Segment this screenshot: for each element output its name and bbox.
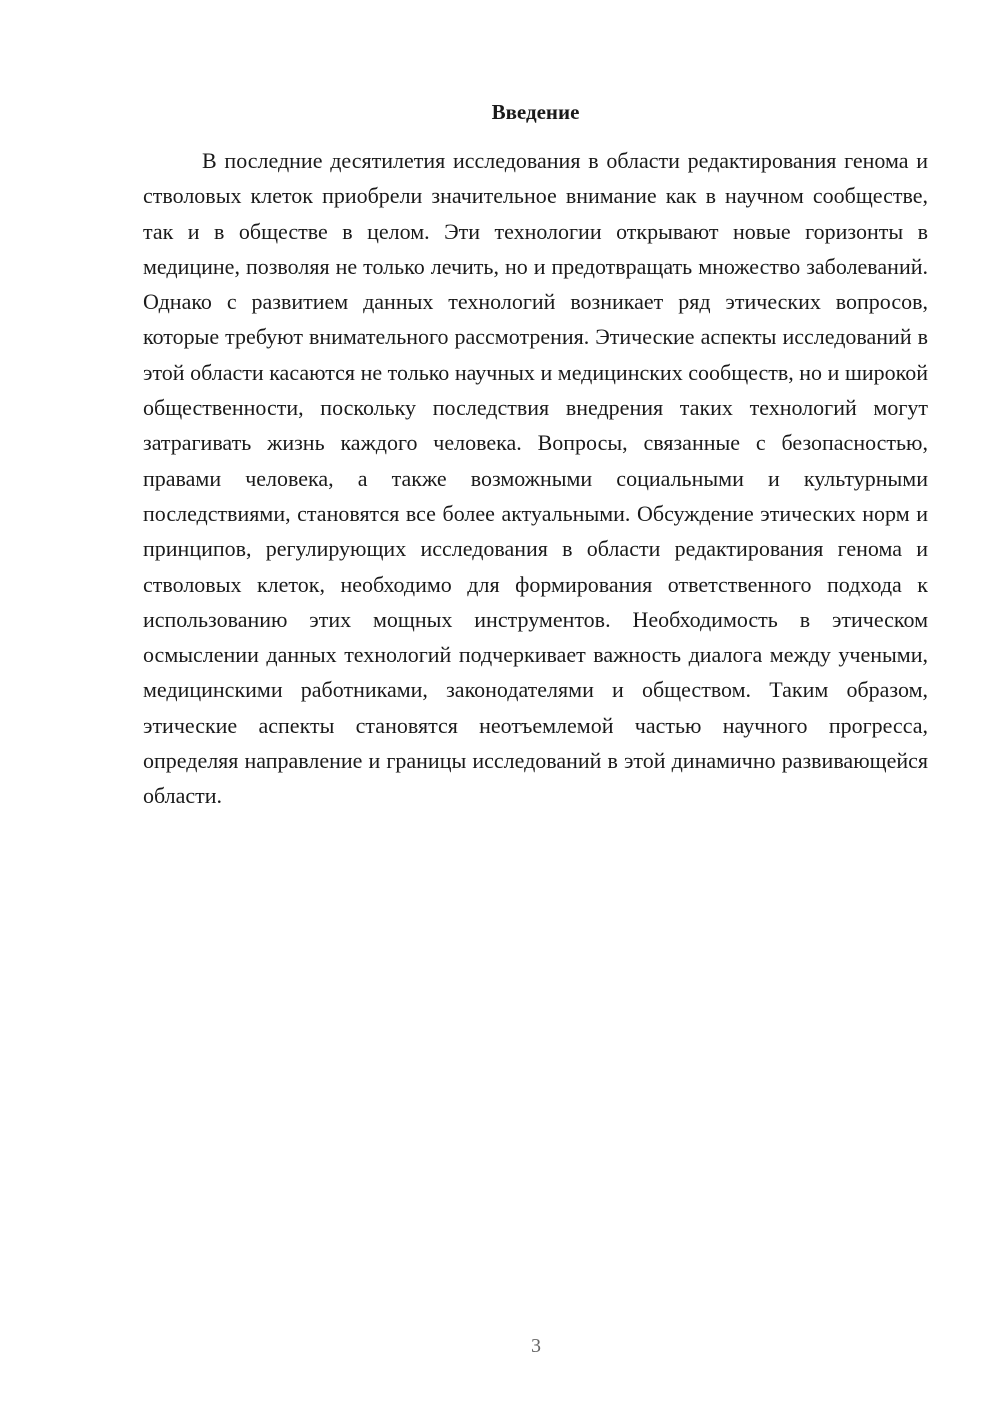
page-number: 3 xyxy=(531,1335,541,1357)
section-heading: Введение xyxy=(491,100,580,124)
body-paragraph: В последние десятилетия исследования в области редактирования генома и стволовых клеток приобрели значительное внимание как в научном сообществе, так и в обществе в целом. Эти технологии открывают новые горизонты в медицине, позволяя не только лечить, но и предотвращать множество заболеваний. Однако с развитием данных технологий возникает ряд этических вопросов, которые требуют внимательного рассмотрения. Этические аспекты исследований в этой области касаются не только научных и медицинских сообществ, но и широкой общественности, поскольку последствия внедрения таких технологий могут затрагивать жизнь каждого человека. Вопросы, связанные с безопасностью, правами человека, а также возможными социальными и культурными последствиями, становятся все более актуальными. Обсуждение этических норм и принципов, регулирующих исследования в области редактирования генома и стволовых клеток, необходимо для формирования ответственного подхода к использованию этих мощных инструментов. Необходимость в этическом осмыслении данных технологий подчеркивает важность диалога между учеными, медицинскими работниками, законодателями и обществом. Таким образом, этические аспекты становятся неотъемлемой частью научного прогресса, определяя направление и границы исследований в этой динамично развивающейся области. xyxy=(143,148,928,809)
